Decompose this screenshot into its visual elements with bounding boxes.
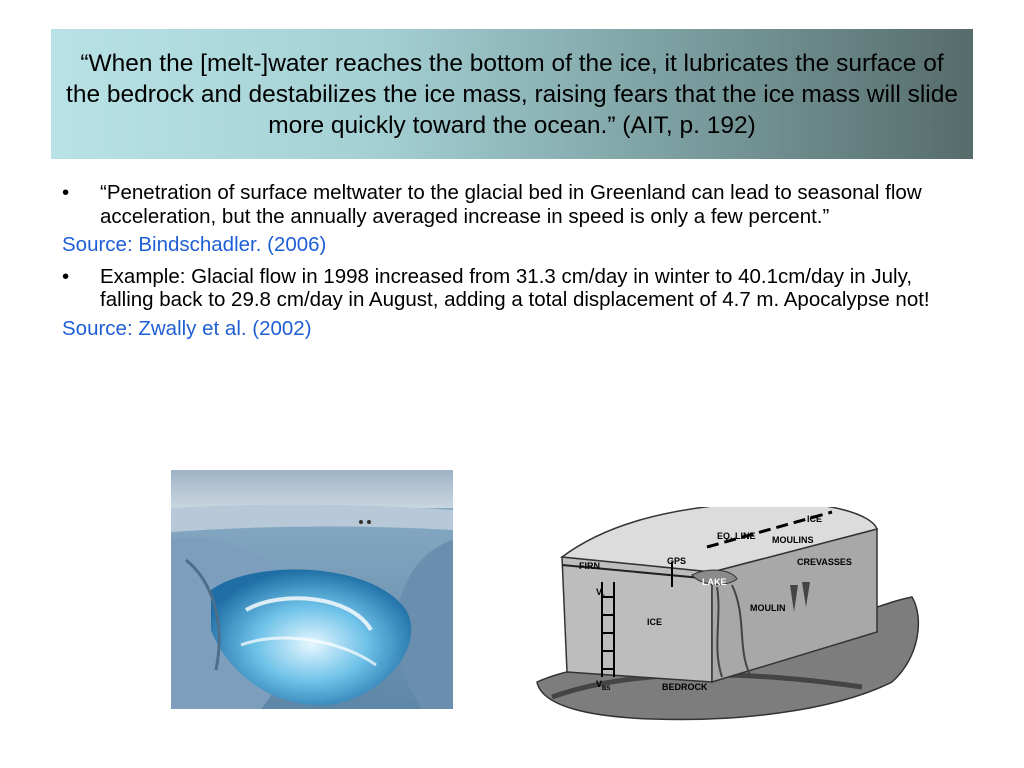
bullet-marker: • bbox=[62, 181, 70, 204]
label-vbs: V bbox=[596, 679, 603, 689]
label-gps: GPS bbox=[667, 556, 687, 566]
slide-title: “When the [melt-]water reaches the bottom of the ice, it lubricates the surface of the bedrock and destabilizes the ice mass, raising fears that the ice mass will slide more quickly toward the ocean.” (AIT, p. 192) bbox=[66, 49, 958, 139]
label-crevasses: CREVASSES bbox=[797, 557, 852, 567]
label-vs: V bbox=[596, 587, 603, 597]
label-bedrock: BEDROCK bbox=[662, 682, 708, 692]
ice-front-face bbox=[562, 557, 712, 682]
label-vbs-sub: BS bbox=[602, 686, 611, 692]
bullet-text: Example: Glacial flow in 1998 increased from 31.3 cm/day in winter to 40.1cm/day in July, falling back to 29.8 cm/day in August, adding a total displacement of 4.7 m. Apocalypse not! bbox=[100, 264, 930, 311]
label-lake: LAKE bbox=[702, 577, 727, 587]
bullet-content bbox=[62, 181, 962, 348]
glacier-block-diagram bbox=[532, 507, 922, 723]
bullet-marker: • bbox=[62, 264, 70, 288]
bullet-text: “Penetration of surface meltwater to the glacial bed in Greenland can lead to seasonal flow acceleration, but the annually averaged increase in speed is only a few percent.” bbox=[100, 181, 922, 228]
label-eq-line: EQ. LINE bbox=[717, 531, 756, 541]
meltwater-photo bbox=[171, 470, 453, 709]
bullet-item bbox=[62, 265, 962, 312]
title-banner bbox=[51, 29, 973, 159]
source-citation: Source: Bindschadler. (2006) bbox=[62, 233, 327, 256]
label-ice-top: ICE bbox=[807, 514, 823, 524]
label-moulin: MOULIN bbox=[750, 603, 786, 613]
label-moulins: MOULINS bbox=[772, 535, 814, 545]
bullet-item bbox=[62, 181, 962, 228]
label-ice-side: ICE bbox=[647, 617, 663, 627]
source-citation: Source: Zwally et al. (2002) bbox=[62, 316, 312, 340]
label-vs-sub: s bbox=[602, 594, 606, 600]
label-firn: FIRN bbox=[579, 561, 600, 571]
